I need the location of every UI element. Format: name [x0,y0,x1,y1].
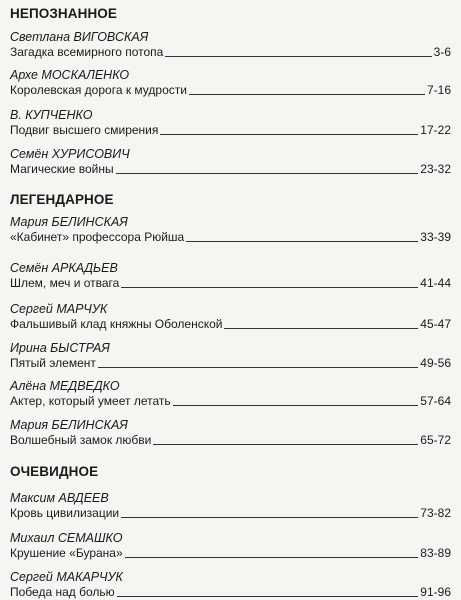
toc-entry [10,379,451,409]
toc-entry [10,570,451,600]
entry-row [10,317,451,332]
toc-entry [10,531,451,561]
entry-author: Мария БЕЛИНСКАЯ [10,418,128,432]
leader-line [224,328,418,329]
entry-row [10,433,451,448]
entry-title: «Кабинет» профессора Рюйша [10,230,185,244]
toc-entry [10,147,451,177]
entry-author: Максим АВДЕЕВ [10,491,109,505]
entry-row [10,585,451,600]
entry-row [10,162,451,177]
entry-pages: 3-6 [433,45,451,59]
entry-row [10,45,451,60]
entry-pages: 73-82 [420,506,451,520]
leader-line [186,241,418,242]
entry-title: Волшебный замок любви [10,433,152,447]
entry-row [10,123,451,138]
toc-entry [10,108,451,138]
entry-pages: 65-72 [420,433,451,447]
leader-line [125,557,419,558]
leader-line [117,596,419,597]
leader-line [160,134,418,135]
entry-row [10,356,451,371]
entry-row [10,506,451,521]
entry-title: Шлем, меч и отвага [10,276,120,290]
entry-pages: 33-39 [420,230,451,244]
entry-author: Сергей МАРЧУК [10,302,108,316]
leader-line [173,405,419,406]
entry-pages: 45-47 [420,317,451,331]
entry-author: Семён ХУРИСОВИЧ [10,147,130,161]
leader-line [98,367,418,368]
entry-author: Ирина БЫСТРАЯ [10,341,110,355]
entry-title: Пятый элемент [10,356,96,370]
entry-title: Кровь цивилизации [10,506,120,520]
entry-pages: 7-16 [426,83,451,97]
section-heading: НЕПОЗНАННОЕ [10,6,118,21]
entry-row [10,83,451,98]
entry-author: Сергей МАКАРЧУК [10,570,123,584]
entry-row [10,546,451,561]
toc-entry [10,68,451,98]
entry-title: Крушение «Бурана» [10,546,123,560]
leader-line [189,94,425,95]
entry-title: Магические войны [10,162,114,176]
leader-line [121,287,418,288]
section-heading: ЛЕГЕНДАРНОЕ [10,192,114,207]
entry-author: Светлана ВИГОВСКАЯ [10,30,149,44]
toc-entry [10,341,451,371]
entry-title: Загадка всемирного потопа [10,45,164,59]
toc-entry [10,418,451,448]
entry-pages: 17-22 [420,123,451,137]
entry-title: Актер, который умеет летать [10,394,171,408]
toc-entry [10,302,451,332]
section-heading: ОЧЕВИДНОЕ [10,464,99,479]
entry-author: Михаил СЕМАШКО [10,531,123,545]
leader-line [165,56,431,57]
entry-author: Семён АРКАДЬЕВ [10,261,118,275]
entry-row [10,394,451,409]
toc-entry [10,491,451,521]
entry-row [10,230,451,245]
entry-title: Подвиг высшего смирения [10,123,159,137]
entry-title: Королевская дорога к мудрости [10,83,187,97]
entry-pages: 41-44 [420,276,451,290]
entry-row [10,276,451,291]
leader-line [116,173,419,174]
entry-pages: 83-89 [420,546,451,560]
toc-entry [10,30,451,60]
entry-author: Архе МОСКАЛЕНКО [10,68,130,82]
entry-pages: 91-96 [420,585,451,599]
entry-title: Победа над болью [10,585,115,599]
entry-author: Алёна МЕДВЕДКО [10,379,120,393]
entry-author: В. КУПЧЕНКО [10,108,93,122]
toc-entry [10,215,451,245]
entry-title: Фальшивый клад княжны Оболенской [10,317,223,331]
leader-line [153,444,418,445]
leader-line [121,517,418,518]
toc-entry [10,261,451,291]
entry-pages: 57-64 [420,394,451,408]
entry-pages: 49-56 [420,356,451,370]
entry-pages: 23-32 [420,162,451,176]
entry-author: Мария БЕЛИНСКАЯ [10,215,128,229]
